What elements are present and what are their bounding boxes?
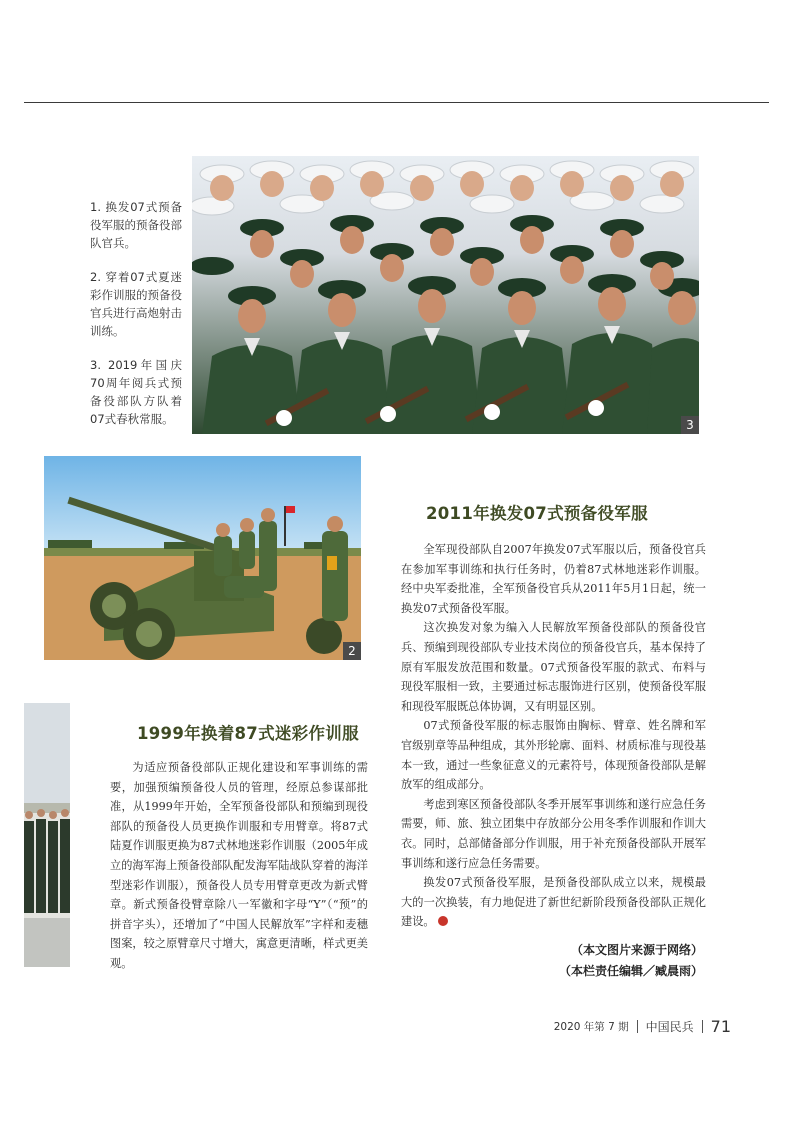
section-2011-title: 2011年换发07式预备役军服 — [426, 504, 648, 523]
paragraph: 全军现役部队自2007年换发07式军服以后，预备役官兵在参加军事训练和执行任务时，仍着87式林地迷彩作训服。经中央军委批准，全军预备役官兵从2011年5月1日起，统一换发07式预备役军服。 — [401, 543, 706, 615]
paragraph: 这次换发对象为编入人民解放军预备役部队的预备役官兵、预编到现役部队专业技术岗位的预备役官兵，基本保持了原有军服发放范围和数量。07式预备役军服的款式、布料与现役军服相一致，主要通过标志服饰进行区别，使预备役军服和现役军服既总体协调，又有明显区别。 — [401, 621, 706, 713]
footer-divider — [637, 1020, 638, 1033]
photo-number-badge: 2 — [343, 642, 361, 660]
parade-photo — [192, 156, 699, 434]
parade-illustration — [192, 156, 699, 434]
caption-1: 1. 换发07式预备役军服的预备役部队官兵。 — [90, 200, 182, 250]
uniform-illustration — [24, 703, 70, 967]
issue-label: 2020 年第 7 期 — [553, 1021, 629, 1033]
page-number: 71 — [710, 1017, 731, 1036]
paragraph: 07式预备役军服的标志服饰由胸标、臂章、姓名牌和军官级别章等品种组成，其外形轮廓、面料、材质标准与现役基本一致，通过一些象征意义的元素符号，体现预备役部队是解放军的组成部分。 — [401, 719, 706, 792]
end-mark-icon — [438, 916, 448, 926]
paragraph — [401, 873, 706, 932]
section-1999-body — [110, 758, 368, 974]
section-2011-body — [401, 540, 706, 932]
paragraph-text: 换发07式预备役军服，是预备役部队成立以来，规模最大的一次换装，有力地促进了新世纪新阶段预备役部队正规化建设。 — [401, 876, 706, 929]
photo-number-badge: 3 — [681, 416, 699, 434]
editor-credit: （本栏责任编辑／臧晨雨） — [558, 964, 703, 978]
section-1999-title: 1999年换着87式迷彩作训服 — [137, 724, 359, 743]
paragraph: 为适应预备役部队正规化建设和军事训练的需要，加强预编预备役人员的管理，经原总参谋部批准，从1999年开始，全军预备役部队和预编到现役部队的预备役人员更换作训服和专用臂章。将87式陆夏作训服更换为87式林地迷彩作训服（2005年成立的海军海上预备役部队配发海军陆战队穿着的海洋型迷彩作训服），预备役人员专用臂章更改为新式臂章。新式预备役臂章除八一军徽和字母“Y”（“预”的拼音字头），还增加了“中国人民解放军”字样和麦穗图案，较之原臂章尺寸增大，寓意更清晰，样式更美观。 — [110, 761, 368, 970]
footer-divider — [702, 1020, 703, 1033]
artillery-illustration — [44, 456, 361, 660]
caption-3: 3. 2019年国庆70周年阅兵式预备役部队方队着07式春秋常服。 — [90, 358, 182, 426]
caption-2: 2. 穿着07式夏迷彩作训服的预备役官兵进行高炮射击训练。 — [90, 270, 182, 338]
page-footer — [554, 1017, 731, 1036]
artillery-photo — [44, 456, 361, 660]
header-rule — [24, 102, 769, 103]
magazine-name: 中国民兵 — [645, 1020, 694, 1034]
paragraph: 考虑到寒区预备役部队冬季开展军事训练和遂行应急任务需要，师、旅、独立团集中存放部分公用冬季作训服和作训大衣。同时，总部储备部分作训服，用于补充预备役部队开展军事训练和遂行应急任务需要。 — [401, 797, 706, 870]
uniform-photo-strip — [24, 703, 70, 967]
photo-captions — [90, 198, 182, 444]
image-source-credit: （本文图片来源于网络） — [570, 943, 703, 957]
